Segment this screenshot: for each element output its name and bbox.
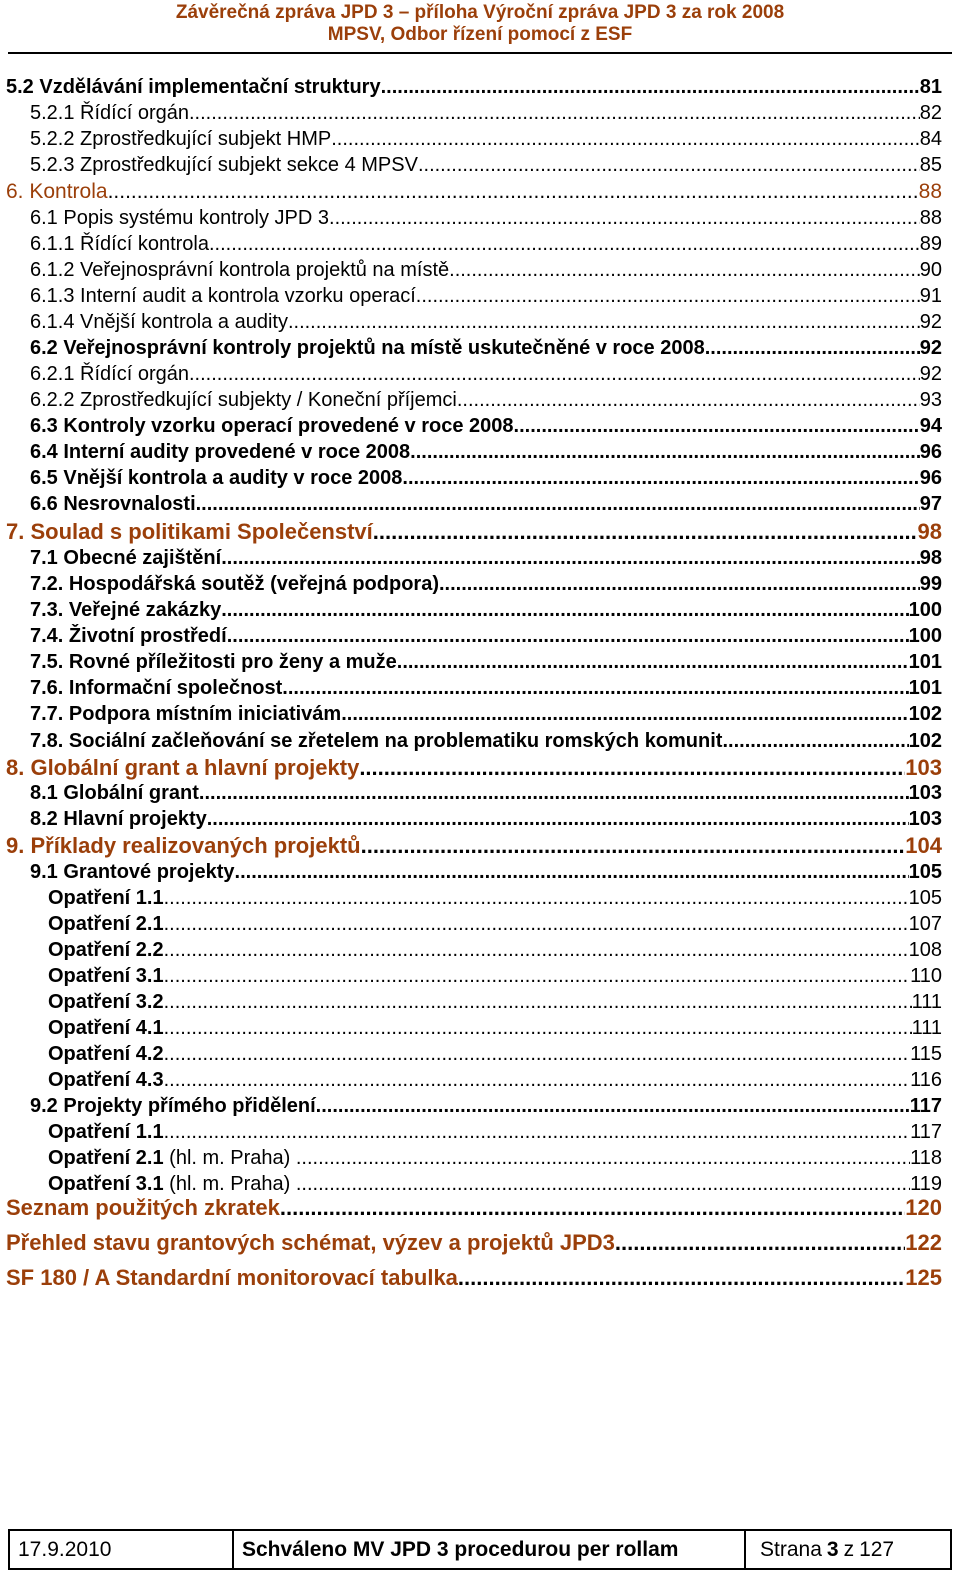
toc-entry[interactable]: [0, 807, 960, 831]
toc-entry-page: 90: [919, 259, 942, 281]
toc-entry-title: 9. Příklady realizovaných projektů: [6, 833, 361, 858]
toc-entry[interactable]: [0, 284, 960, 308]
toc-entry-title: 7.8. Sociální začleňování se zřetelem na problematiku romských komunit: [30, 730, 723, 752]
toc-entry-page: 98: [917, 519, 942, 544]
toc-entry-page: 96: [919, 441, 942, 463]
toc-entry-page: 88: [918, 180, 942, 203]
toc-entry-page: 91: [919, 285, 942, 307]
toc-entry-leader: [410, 440, 920, 464]
footer-date: 17.9.2010: [10, 1531, 234, 1568]
toc-entry-title: 6.1.4 Vnější kontrola a audity: [30, 311, 288, 333]
toc-entry[interactable]: [0, 258, 960, 282]
toc-entry-title: Opatření 4.3: [48, 1069, 164, 1091]
toc-entry-page: 92: [919, 311, 942, 333]
toc-entry-title: 9.2 Projekty přímého přidělení: [30, 1095, 316, 1117]
toc-entry-title: 7.7. Podpora místním iniciativám: [30, 703, 342, 725]
toc-entry-leader: [288, 310, 920, 334]
toc-entry-page: 105: [908, 887, 942, 909]
toc-entry[interactable]: [0, 1195, 960, 1221]
toc-entry[interactable]: [0, 388, 960, 412]
toc-entry[interactable]: [0, 1042, 960, 1066]
toc-entry[interactable]: [0, 440, 960, 464]
toc-entry-leader: [108, 179, 919, 204]
toc-entry-title: 6.3 Kontroly vzorku operací provedené v roce 2008: [30, 415, 514, 437]
toc-entry-leader: [402, 466, 919, 490]
toc-entry-title: 8. Globální grant a hlavní projekty: [6, 755, 360, 780]
toc-entry-leader: [164, 912, 909, 936]
toc-entry-page: 92: [919, 363, 942, 385]
toc-entry-title: Opatření 3.1: [48, 965, 164, 987]
toc-entry-title: 6.1.1 Řídící kontrola: [30, 233, 209, 255]
toc-entry[interactable]: [0, 912, 960, 936]
toc-entry-page: 102: [908, 730, 942, 752]
footer-page-total: 127: [859, 1537, 895, 1561]
toc-entry-leader: [373, 519, 918, 545]
toc-entry-leader: [207, 807, 909, 831]
toc-entry-title: 6.2.1 Řídící orgán: [30, 363, 189, 385]
toc-entry[interactable]: [0, 964, 960, 988]
toc-entry-page: 99: [919, 573, 942, 595]
toc-entry-page: 117: [909, 1095, 942, 1117]
toc-entry-page: 89: [919, 233, 942, 255]
toc-entry[interactable]: [0, 1094, 960, 1118]
toc-entry-title: 5.2.3 Zprostředkující subjekt sekce 4 MPSV: [30, 154, 418, 176]
toc-entry-leader: [280, 1195, 905, 1221]
toc-entry-title: 7.3. Veřejné zakázky: [30, 599, 222, 621]
toc-entry-leader: [514, 414, 920, 438]
toc-entry[interactable]: [0, 702, 960, 726]
toc-entry[interactable]: [0, 1146, 960, 1170]
toc-entry-leader: [331, 127, 920, 151]
toc-entry-page: 118: [910, 1147, 942, 1169]
toc-entry-page: 125: [905, 1265, 942, 1290]
header-divider: [8, 52, 952, 54]
header-subtitle: MPSV, Odbor řízení pomocí z ESF: [327, 24, 633, 45]
toc-entry-page: 96: [919, 467, 942, 489]
toc-entry-page: 116: [910, 1069, 942, 1091]
toc-entry[interactable]: [0, 519, 960, 545]
toc-entry-page: 97: [919, 493, 942, 515]
toc-entry-page: 88: [919, 207, 942, 229]
toc-entry[interactable]: [0, 466, 960, 490]
toc-entry-leader: [199, 781, 909, 805]
toc-entry-title: Seznam použitých zkratek: [6, 1195, 280, 1220]
toc-entry-title: 7.5. Rovné příležitosti pro ženy a muže: [30, 651, 397, 673]
toc-entry-leader: [227, 624, 909, 648]
toc-entry-page: 122: [905, 1230, 942, 1255]
toc-entry-title: 6.4 Interní audity provedené v roce 2008: [30, 441, 411, 463]
toc-entry[interactable]: [0, 860, 960, 884]
toc-entry-title: 6.5 Vnější kontrola a audity v roce 2008: [30, 467, 403, 489]
toc-entry-title: 7.6. Informační společnost: [30, 677, 283, 699]
toc-entry[interactable]: [0, 75, 960, 99]
toc-entry-page: 111: [911, 991, 942, 1013]
toc-entry-title: Opatření 3.2: [48, 991, 164, 1013]
toc-entry-leader: [329, 206, 920, 230]
toc-entry-page: 104: [905, 833, 942, 858]
toc-entry[interactable]: [0, 1265, 960, 1291]
toc-entry-leader: [189, 101, 920, 125]
toc-entry[interactable]: [0, 153, 960, 177]
toc-entry-leader: [705, 336, 920, 360]
toc-entry-title: 6.6 Nesrovnalosti: [30, 493, 196, 515]
toc-entry-title: 6.2 Veřejnosprávní kontroly projektů na místě uskutečněné v roce 2008: [30, 337, 705, 359]
page-footer: [8, 1529, 952, 1570]
toc-entry-leader: [361, 833, 906, 859]
toc-entry-leader: [221, 598, 908, 622]
toc-entry-page: 84: [919, 128, 942, 150]
toc-entry-title: Opatření 1.1: [48, 1121, 164, 1143]
toc-entry-leader: [196, 492, 920, 516]
toc-entry-leader: [418, 153, 920, 177]
toc-entry[interactable]: [0, 572, 960, 596]
toc-entry-leader: [615, 1230, 905, 1256]
toc-entry-page: 108: [908, 939, 942, 961]
toc-entry[interactable]: [0, 362, 960, 386]
toc-entry[interactable]: [0, 127, 960, 151]
toc-entry-page: 117: [910, 1121, 942, 1143]
toc-entry-page: 103: [908, 808, 942, 830]
toc-entry-title: 6.1 Popis systému kontroly JPD 3: [30, 207, 330, 229]
toc-entry-page: 81: [919, 76, 942, 98]
toc-entry-page: 107: [908, 913, 942, 935]
toc-entry-page: 100: [908, 625, 942, 647]
toc-entry-title: Opatření 1.1: [48, 887, 164, 909]
toc-entry-leader: [164, 1042, 911, 1066]
toc-entry-title: SF 180 / A Standardní monitorovací tabulka: [6, 1265, 458, 1290]
toc-entry-title: 7. Soulad s politikami Společenství: [6, 519, 373, 544]
toc-entry-leader: [189, 362, 920, 386]
toc-entry-leader: [359, 755, 905, 781]
toc-entry-title: 6.1.2 Veřejnosprávní kontrola projektů na místě: [30, 259, 450, 281]
toc-entry-title: 8.2 Hlavní projekty: [30, 808, 207, 830]
toc-entry-leader: [282, 676, 908, 700]
toc-entry-leader: [221, 546, 920, 570]
footer-page-current: 3: [826, 1537, 839, 1561]
toc-entry-page: 111: [911, 1017, 942, 1039]
toc-entry-page: 100: [908, 599, 942, 621]
toc-entry-page: 94: [919, 415, 942, 437]
toc-entry[interactable]: [0, 101, 960, 125]
toc-entry-title: 5.2.1 Řídící orgán: [30, 102, 189, 124]
toc-entry-leader: [164, 1016, 912, 1040]
footer-page-prefix: Strana: [760, 1537, 822, 1561]
toc-entry-leader: [316, 1094, 910, 1118]
toc-entry[interactable]: [0, 310, 960, 334]
toc-entry-leader: [439, 572, 920, 596]
toc-entry-leader: [209, 232, 920, 256]
toc-entry-leader: [416, 284, 920, 308]
toc-entry-page: 85: [919, 154, 942, 176]
toc-entry-suffix: (hl. m. Praha): [163, 1147, 296, 1169]
toc-entry-page: 93: [919, 389, 942, 411]
toc-entry[interactable]: [0, 1120, 960, 1144]
toc-entry-leader: [296, 1146, 910, 1170]
toc-entry-title: Opatření 2.2: [48, 939, 164, 961]
toc-entry-leader: [449, 258, 920, 282]
toc-entry-page: 101: [908, 677, 942, 699]
header-title: Závěrečná zpráva JPD 3 – příloha Výroční zpráva JPD 3 za rok 2008: [175, 2, 785, 23]
toc-entry-title: Opatření 3.1: [48, 1173, 164, 1195]
toc-entry-leader: [341, 702, 908, 726]
toc-entry[interactable]: [0, 755, 960, 781]
toc-entry-page: 101: [908, 651, 942, 673]
toc-entry[interactable]: [0, 938, 960, 962]
footer-approval: Schváleno MV JPD 3 procedurou per rollam: [234, 1531, 746, 1568]
toc-entry[interactable]: [0, 650, 960, 674]
toc-entry-title: Přehled stavu grantových schémat, výzev a projektů JPD3: [6, 1230, 615, 1255]
toc-entry[interactable]: [0, 336, 960, 360]
toc-entry-leader: [458, 1265, 905, 1291]
toc-entry[interactable]: [0, 232, 960, 256]
toc-entry-title: 8.1 Globální grant: [30, 782, 199, 804]
toc-entry[interactable]: [0, 546, 960, 570]
toc-entry-page: 120: [905, 1195, 942, 1220]
toc-entry-page: 82: [919, 102, 942, 124]
toc-entry[interactable]: [0, 676, 960, 700]
toc-entry-leader: [235, 860, 909, 884]
toc-entry-leader: [164, 1068, 911, 1092]
toc-entry[interactable]: [0, 781, 960, 805]
toc-entry-leader: [397, 650, 909, 674]
toc-entry-leader: [164, 886, 909, 910]
toc-entry-leader: [381, 75, 920, 99]
footer-page-sep: z: [843, 1537, 855, 1561]
toc-entry-title: 7.1 Obecné zajištění: [30, 547, 222, 569]
toc-entry[interactable]: [0, 990, 960, 1014]
toc-entry[interactable]: [0, 1230, 960, 1256]
toc-entry-page: 115: [910, 1043, 942, 1065]
toc-entry-page: 102: [908, 703, 942, 725]
toc-entry-page: 110: [910, 965, 942, 987]
toc-entry-leader: [164, 964, 911, 988]
toc-entry[interactable]: [0, 179, 960, 204]
toc-entry-leader: [164, 1120, 911, 1144]
toc-entry-title: 6. Kontrola: [6, 180, 108, 203]
toc-entry[interactable]: [0, 1172, 960, 1196]
toc-entry-leader: [164, 990, 912, 1014]
footer-page-number: [746, 1531, 950, 1568]
toc-entry-title: Opatření 2.1: [48, 1147, 164, 1169]
toc-entry-page: 119: [910, 1173, 942, 1195]
toc-entry[interactable]: [0, 886, 960, 910]
toc-entry-title: 6.1.3 Interní audit a kontrola vzorku operací: [30, 285, 416, 307]
toc-entry[interactable]: [0, 598, 960, 622]
toc-entry[interactable]: [0, 414, 960, 438]
toc-entry[interactable]: [0, 833, 960, 859]
toc-entry-title: 9.1 Grantové projekty: [30, 861, 235, 883]
toc-entry-title: Opatření 4.2: [48, 1043, 164, 1065]
toc-entry-title: 7.2. Hospodářská soutěž (veřejná podpora): [30, 573, 439, 595]
toc-entry-leader: [457, 388, 920, 412]
toc-entry[interactable]: [0, 206, 960, 230]
toc-entry[interactable]: [0, 1068, 960, 1092]
toc-entry-title: Opatření 2.1: [48, 913, 164, 935]
toc-entry[interactable]: [0, 729, 960, 753]
toc-entry-leader: [722, 729, 908, 753]
toc-entry-page: 105: [908, 861, 942, 883]
toc-entry[interactable]: [0, 492, 960, 516]
toc-entry-leader: [164, 938, 909, 962]
toc-entry-suffix: (hl. m. Praha): [163, 1173, 296, 1195]
toc-entry[interactable]: [0, 624, 960, 648]
toc-entry-page: 98: [919, 547, 942, 569]
toc-entry-page: 92: [919, 337, 942, 359]
toc-entry[interactable]: [0, 1016, 960, 1040]
toc-entry-title: 5.2 Vzdělávání implementační struktury: [6, 76, 381, 98]
toc-entry-page: 103: [908, 782, 942, 804]
toc-entry-title: 5.2.2 Zprostředkující subjekt HMP: [30, 128, 332, 150]
toc-entry-leader: [296, 1172, 910, 1196]
toc-entry-title: 7.4. Životní prostředí: [30, 625, 227, 647]
toc-entry-title: 6.2.2 Zprostředkující subjekty / Koneční příjemci: [30, 389, 457, 411]
toc-entry-title: Opatření 4.1: [48, 1017, 164, 1039]
toc-entry-page: 103: [905, 755, 942, 780]
